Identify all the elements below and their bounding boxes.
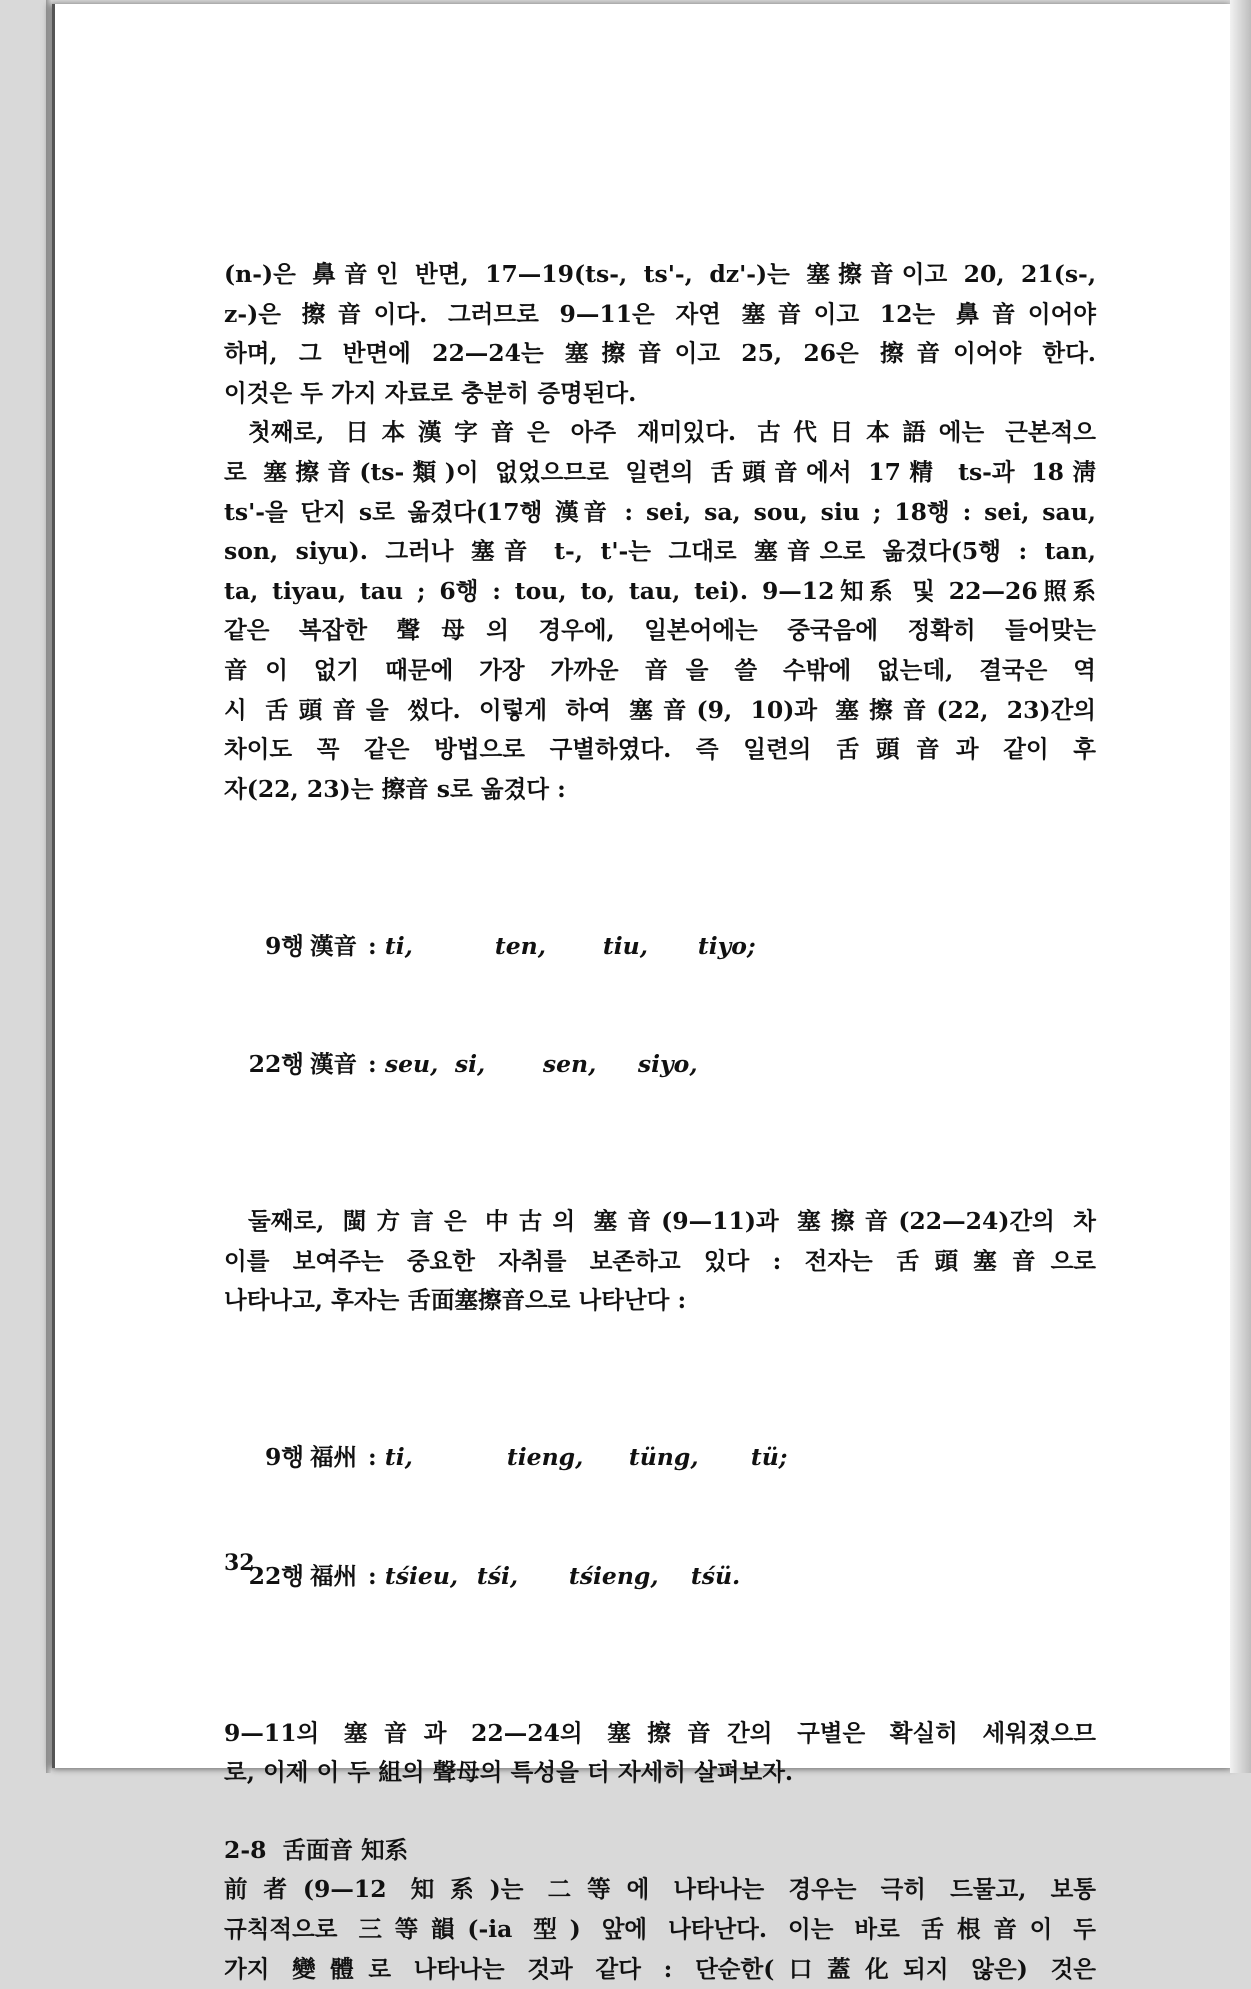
paragraph-2 [224,413,1096,809]
page-number: 32 [224,1550,255,1576]
example-word: tśü. [690,1561,741,1590]
example-word: ten, [494,931,546,960]
paragraph-5 [224,1870,1096,1989]
spacer [224,1164,1096,1202]
example-word: sen, [542,1050,597,1079]
paragraph-3 [224,1202,1096,1321]
section-number: 2-8 [224,1835,267,1864]
text-line: son, siyu). 그러나 塞音 t-, t'-는 그대로 塞音으로 옮겼다(5행 : tan, [224,537,1096,566]
text-line: 첫째로, 日本漢字音은 아주 재미있다. 古代日本語에는 근본적으 [248,418,1096,447]
text-line: 나타나고, 후자는 舌面塞擦音으로 나타난다 : [224,1286,687,1315]
example-block-1 [224,847,1096,1164]
text-line: 시 舌頭音을 썼다. 이렇게 하여 塞音(9, 10)과 塞擦音(22, 23)간의 [224,695,1096,724]
section-heading [224,1831,1096,1871]
example-word: tü; [750,1443,788,1472]
text-line: 차이도 꼭 같은 방법으로 구별하였다. 즉 일련의 舌頭音과 같이 후 [224,735,1096,764]
example-block-2 [224,1359,1096,1676]
example-word: tiu, [602,931,648,960]
section-title: 舌面音 知系 [282,1835,409,1864]
text-line: 같은 복잡한 聲母의 경우에, 일본어에는 중국음에 정확히 들어맞는 [224,616,1096,645]
text-line: 자(22, 23)는 擦音 s로 옮겼다 : [224,774,566,803]
example-word: tśieu, [384,1561,459,1590]
example-word: tśi, [476,1561,519,1590]
text-line: 로 塞擦音(ts-類)이 없었으므로 일련의 舌頭音에서 17精 ts-과 18淸 [224,457,1096,486]
dialect-label: 福州 [310,1561,357,1590]
spacer [224,1321,1096,1359]
example-word: ti, [384,1443,413,1472]
dialect-label: 漢音 [310,931,357,960]
row-label: 9행 [264,1443,304,1472]
text-line: 音이 없기 때문에 가장 가까운 音을 쓸 수밖에 없는데, 결국은 역 [224,655,1096,684]
paragraph-1 [224,255,1096,413]
example-word: seu, [384,1050,439,1079]
text-line: 9—11의 塞音과 22—24의 塞擦音간의 구별은 확실히 세워졌으므 [224,1718,1096,1747]
example-word: tiyo; [697,931,756,960]
text-line: 가지 變體로 나타나는 것과 같다 : 단순한(口蓋化되지 않은) 것은 [224,1954,1096,1983]
text-line: ta, tiyau, tau ; 6행 : tou, to, tau, tei). 9—12知系 및 22—26照系 [224,576,1096,605]
row-label: 9행 [264,931,304,960]
text-line: 이를 보여주는 중요한 자취를 보존하고 있다 : 전자는 舌頭塞音으로 [224,1246,1096,1275]
dialect-label: 漢音 [310,1050,357,1079]
spacer [224,1676,1096,1714]
text-line: 이것은 두 가지 자료로 충분히 증명된다. [224,378,637,407]
spacer [224,1793,1096,1831]
example-row: 9행 福州 : ti, tieng, tüng, tü; [224,1438,1096,1478]
row-label: 22행 [248,1050,304,1079]
example-row: 22행 福州 : tśieu, tśi, tśieng, tśü. [224,1557,1096,1597]
example-word: tüng, [628,1443,699,1472]
text-line: z-)은 擦音이다. 그러므로 9—11은 자연 塞音이고 12는 鼻音이어야 [224,299,1096,328]
spacer [224,809,1096,847]
example-word: tśieng, [568,1561,659,1590]
text-line: 하며, 그 반면에 22—24는 塞擦音이고 25, 26은 擦音이어야 한다. [224,339,1096,368]
page-content [224,255,1096,1989]
page-edge [1230,0,1251,1773]
row-label: 22행 [248,1561,304,1590]
text-line: 규칙적으로 三等韻(-ia 型) 앞에 나타난다. 이는 바로 舌根音이 두 [224,1914,1096,1943]
text-line: (n-)은 鼻音인 반면, 17—19(ts-, ts'-, dz'-)는 塞擦音이고 20, 21(s-, [224,260,1096,288]
text-line: 로, 이제 이 두 組의 聲母의 특성을 더 자세히 살펴보자. [224,1758,794,1787]
paragraph-4 [224,1714,1096,1793]
example-row: 22행 漢音 : seu, si, sen, siyo, [224,1045,1096,1085]
example-row: 9행 漢音 : ti, ten, tiu, tiyo; [224,927,1096,967]
text-line: 둘째로, 閩方言은 中古의 塞音(9—11)과 塞擦音(22—24)간의 차 [248,1207,1096,1236]
text-line: ts'-을 단지 s로 옮겼다(17행 漢音 : sei, sa, sou, siu ; 18행 : sei, sau, [224,497,1096,526]
example-word: tieng, [506,1443,584,1472]
text-line: 前者(9—12 知系)는 二等에 나타나는 경우는 극히 드물고, 보통 [224,1875,1096,1904]
example-word: ti, [384,931,413,960]
example-word: siyo, [637,1050,698,1079]
dialect-label: 福州 [310,1443,357,1472]
example-word: si, [454,1050,486,1079]
